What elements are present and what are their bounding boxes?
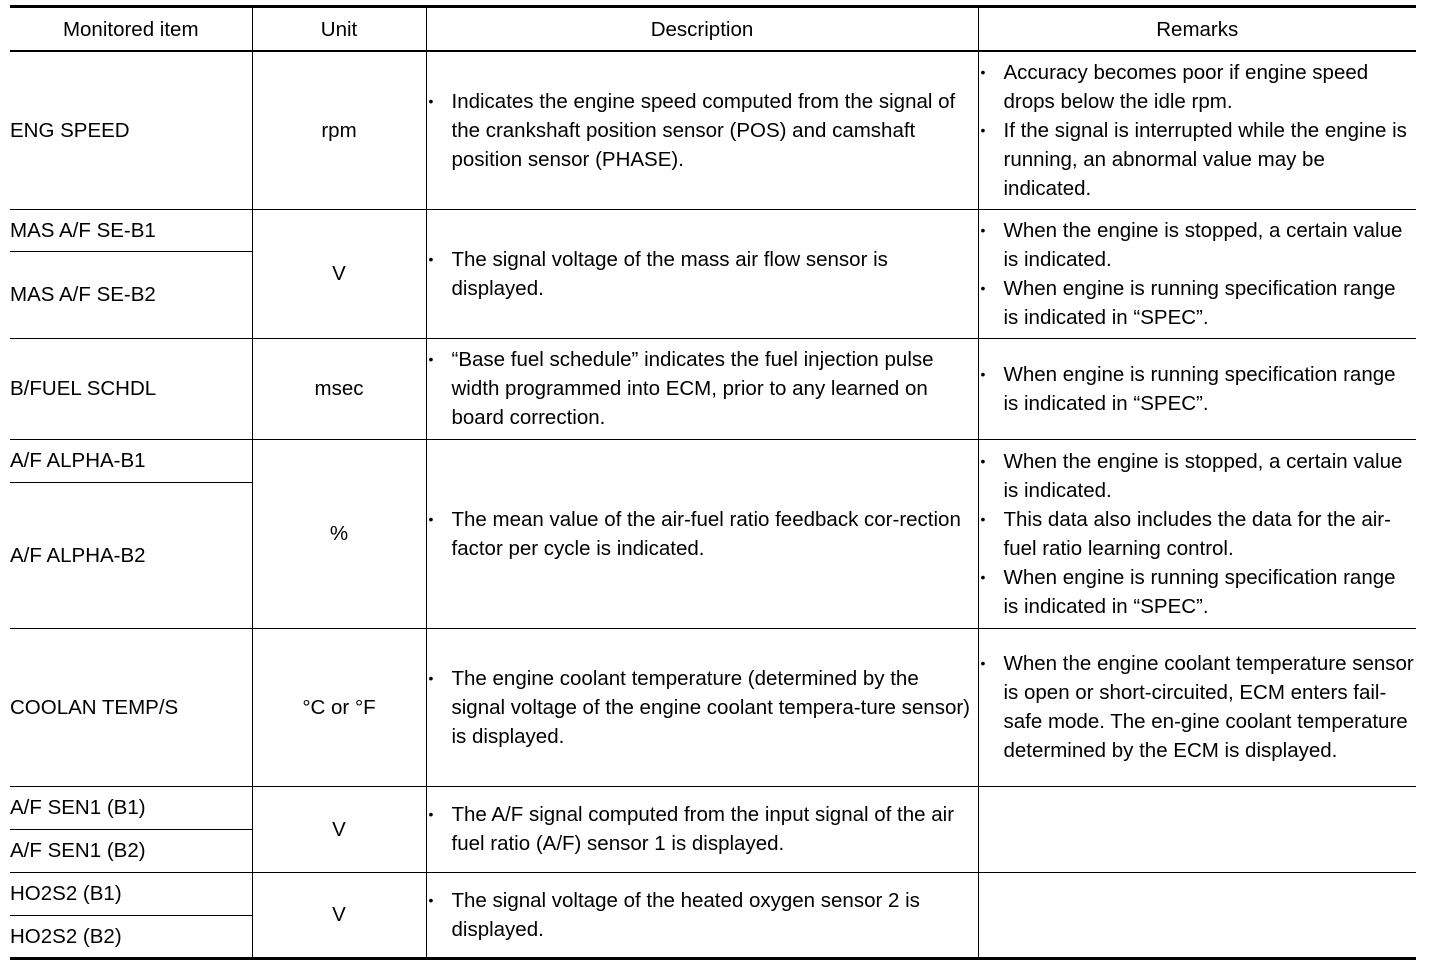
description-bullet: • Indicates the engine speed computed from the signal of the crankshaft position sensor (POS) and camshaft position sensor (PHASE). bbox=[427, 87, 978, 174]
table-row bbox=[10, 338, 1416, 439]
unit-cell: msec bbox=[252, 338, 426, 439]
monitored-item: A/F ALPHA-B1 bbox=[10, 439, 252, 482]
remarks-cell bbox=[978, 209, 1416, 338]
header-unit: Unit bbox=[252, 7, 426, 52]
monitored-item: B/FUEL SCHDL bbox=[10, 338, 252, 439]
remarks-cell bbox=[978, 338, 1416, 439]
remarks-cell bbox=[978, 51, 1416, 209]
remark-bullet: • When the engine is stopped, a certain value is indicated. bbox=[979, 216, 1417, 274]
description-cell bbox=[426, 209, 978, 338]
monitored-item: MAS A/F SE-B1 bbox=[10, 209, 252, 251]
monitored-item: A/F SEN1 (B2) bbox=[10, 829, 252, 872]
monitored-item: HO2S2 (B1) bbox=[10, 872, 252, 915]
unit-cell: °C or °F bbox=[252, 628, 426, 786]
description-bullet: • The mean value of the air-fuel ratio feedback cor-rection factor per cycle is indicated. bbox=[427, 505, 978, 563]
monitored-item: A/F SEN1 (B1) bbox=[10, 786, 252, 829]
description-bullet: • The engine coolant temperature (determined by the signal voltage of the engine coolant tempera-ture sensor) is displayed. bbox=[427, 664, 978, 751]
unit-cell: V bbox=[252, 872, 426, 958]
table-row bbox=[10, 209, 1416, 251]
description-bullet: • The A/F signal computed from the input signal of the air fuel ratio (A/F) sensor 1 is displayed. bbox=[427, 800, 978, 858]
description-cell bbox=[426, 51, 978, 209]
remark-bullet: • When the engine coolant temperature sensor is open or short-circuited, ECM enters fail-safe mode. The en-gine coolant temperature determined by the ECM is displayed. bbox=[979, 649, 1417, 765]
remarks-cell bbox=[978, 628, 1416, 786]
remark-bullet: • When the engine is stopped, a certain value is indicated. bbox=[979, 447, 1417, 505]
unit-cell: V bbox=[252, 209, 426, 338]
unit-cell: rpm bbox=[252, 51, 426, 209]
header-monitored-item: Monitored item bbox=[10, 7, 252, 52]
remark-bullet: • When engine is running specification range is indicated in “SPEC”. bbox=[979, 274, 1417, 332]
table-row bbox=[10, 439, 1416, 482]
monitored-item: A/F ALPHA-B2 bbox=[10, 482, 252, 628]
description-cell bbox=[426, 872, 978, 958]
table-row bbox=[10, 786, 1416, 829]
remarks-cell bbox=[978, 786, 1416, 872]
remark-bullet: • When engine is running specification range is indicated in “SPEC”. bbox=[979, 563, 1417, 621]
remark-bullet: • If the signal is interrupted while the engine is running, an abnormal value may be indicated. bbox=[979, 116, 1417, 203]
header-row bbox=[10, 7, 1416, 52]
description-cell bbox=[426, 628, 978, 786]
table-row bbox=[10, 872, 1416, 915]
description-bullet: • “Base fuel schedule” indicates the fuel injection pulse width programmed into ECM, prior to any learned on board correction. bbox=[427, 345, 978, 432]
unit-cell: % bbox=[252, 439, 426, 628]
description-cell bbox=[426, 786, 978, 872]
remark-bullet: • This data also includes the data for the air-fuel ratio learning control. bbox=[979, 505, 1417, 563]
remark-bullet: • Accuracy becomes poor if engine speed drops below the idle rpm. bbox=[979, 58, 1417, 116]
table-row bbox=[10, 51, 1416, 209]
description-cell bbox=[426, 439, 978, 628]
description-cell bbox=[426, 338, 978, 439]
description-bullet: • The signal voltage of the heated oxygen sensor 2 is displayed. bbox=[427, 886, 978, 944]
monitor-item-table bbox=[10, 5, 1416, 960]
remarks-cell bbox=[978, 872, 1416, 958]
remarks-cell bbox=[978, 439, 1416, 628]
description-bullet: • The signal voltage of the mass air flow sensor is displayed. bbox=[427, 245, 978, 303]
header-description: Description bbox=[426, 7, 978, 52]
monitored-item: ENG SPEED bbox=[10, 51, 252, 209]
monitored-item: COOLAN TEMP/S bbox=[10, 628, 252, 786]
monitored-item: HO2S2 (B2) bbox=[10, 915, 252, 958]
monitored-item: MAS A/F SE-B2 bbox=[10, 251, 252, 338]
unit-cell: V bbox=[252, 786, 426, 872]
header-remarks: Remarks bbox=[978, 7, 1416, 52]
remark-bullet: • When engine is running specification range is indicated in “SPEC”. bbox=[979, 360, 1417, 418]
table-row bbox=[10, 628, 1416, 786]
